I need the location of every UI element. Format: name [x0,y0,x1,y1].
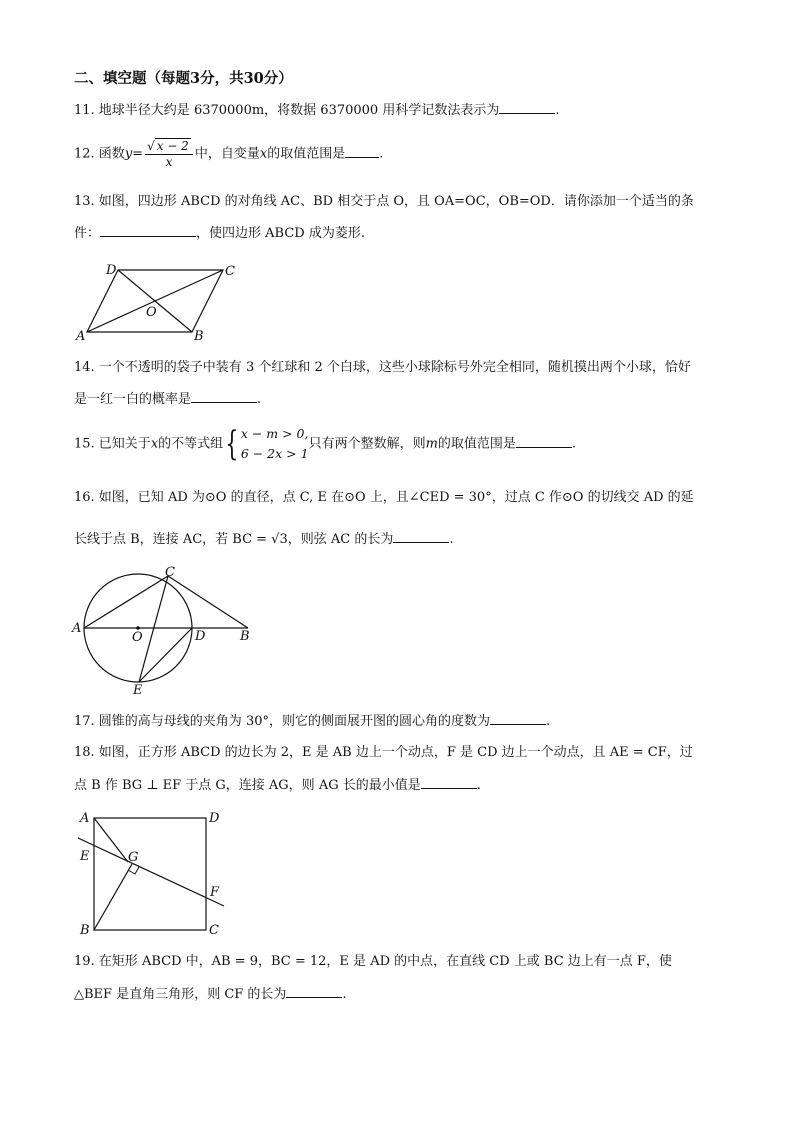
q11-text: 11. 地球半径大约是 6370000m，将数据 6370000 用科学记数法表示为 [74,103,500,118]
q15-inequality-system [241,424,309,464]
question-18-line-1: 18. 如图，正方形 ABCD 的边长为 2，E 是 AB 边上一个动点，F 是 CD 边上一个动点，且 AE = CF，过 [74,745,693,760]
label-a: A [76,329,86,344]
question-19-line-2 [74,985,347,1004]
q14-text: 是一红一白的概率是 [74,392,192,407]
q13-answer-blank[interactable] [100,224,196,237]
figure-13-parallelogram [70,258,250,344]
segment-ag [94,818,128,862]
label-c: C [165,565,175,580]
q15-brace: { [225,424,239,464]
q18-period: . [476,778,481,793]
q12-equals: = [132,146,144,162]
q16-text: 长线于点 B，连接 AC，若 BC = √3，则弦 AC 的长为 [74,532,394,547]
square-abcd [94,818,206,930]
question-17 [74,712,550,731]
q18-answer-blank[interactable] [421,776,477,789]
question-13-line-1: 13. 如图，四边形 ABCD 的对角线 AC、BD 相交于点 O，且 OA=OC，OB=OD．请你添加一个适当的条 [74,194,694,209]
q17-period: . [545,714,551,729]
q15-text-4: 的取值范围是 [437,436,516,452]
line-ef [78,838,224,906]
q12-var-y: y [124,146,133,162]
q14-period: . [257,392,262,407]
q18-text: 点 B 作 BG ⊥ EF 于点 G，连接 AG，则 AG 长的最小值是 [74,778,421,793]
question-12 [74,138,383,170]
label-f: F [210,885,220,900]
label-c: C [209,923,219,938]
q12-denominator: x [165,155,173,169]
label-e: E [133,683,143,698]
q12-fraction: $\frac{√ x - 2}{x}$ [145,138,193,170]
q15-text: 15. 已知关于 [74,436,151,452]
question-16-line-2 [74,530,453,549]
label-a: A [80,811,90,826]
q17-text: 17. 圆锥的高与母线的夹角为 30°，则它的侧面展开图的圆心角的度数为 [74,714,490,729]
q15-period: . [571,436,577,452]
q12-period: . [379,146,384,162]
label-d: D [195,629,206,644]
question-15 [74,424,576,464]
q15-inequality-1: x − m > 0, [240,426,309,441]
label-e: E [80,849,90,864]
label-o: O [132,630,143,645]
label-d: D [209,811,220,826]
question-11 [74,101,559,120]
q11-period: . [555,103,560,118]
q12-var-x: x [259,146,268,162]
q14-answer-blank[interactable] [191,390,257,403]
q19-answer-blank[interactable] [286,985,342,998]
diagonal-bd [118,270,192,332]
q15-answer-blank[interactable] [516,435,572,448]
segment-bg [94,864,132,930]
q15-text-2: 的不等式组 [158,436,224,452]
q12-radicand: x − 2 [156,139,189,153]
tangent-cb [168,576,248,628]
section-title: 二、填空题（每题3分，共30分） [74,70,293,87]
question-16-line-1: 16. 如图，已知 AD 为⊙O 的直径，点 C, E 在⊙O 上，且∠CED = 30°，过点 C 作⊙O 的切线交 AD 的延 [74,490,694,505]
q12-text-3: 的取值范围是 [267,146,346,162]
q13-text-2: ，使四边形 ABCD 成为菱形. [196,226,365,241]
label-g: G [128,850,139,865]
q19-text: △BEF 是直角三角形，则 CF 的长为 [74,987,287,1002]
question-13-line-2 [74,224,365,243]
label-d: D [106,263,117,278]
question-14-line-1: 14. 一个不透明的袋子中装有 3 个红球和 2 个白球，这些小球除标号外完全相同，随机摸出两个小球，恰好 [74,360,691,375]
q11-answer-blank[interactable] [499,101,555,114]
label-c: C [225,264,235,279]
q16-answer-blank[interactable] [393,530,449,543]
question-18-line-2 [74,776,481,795]
q12-text-2: 中，自变量 [194,146,260,162]
q15-inequality-2: 6 − 2x > 1 [240,446,309,461]
label-a: A [72,621,82,636]
q19-period: . [342,987,347,1002]
figure-18-square [70,806,240,940]
label-b: B [80,923,90,938]
q17-answer-blank[interactable] [490,712,546,725]
q12-text: 12. 函数 [74,146,125,162]
figure-16-circle [68,562,258,702]
question-19-line-1: 19. 在矩形 ABCD 中，AB = 9，BC = 12，E 是 AD 的中点，在直线 CD 上或 BC 边上有一点 F，使 [74,954,672,969]
q16-period: . [449,532,454,547]
label-b: B [194,329,204,344]
q12-answer-blank[interactable] [345,145,379,158]
label-o: O [146,305,157,320]
label-b: B [240,629,250,644]
question-14-line-2 [74,390,261,409]
q15-var-x: x [150,436,159,452]
q15-text-3: 只有两个整数解，则 [308,436,426,452]
q15-var-m: m [425,436,438,452]
q13-text: 件： [74,226,101,241]
